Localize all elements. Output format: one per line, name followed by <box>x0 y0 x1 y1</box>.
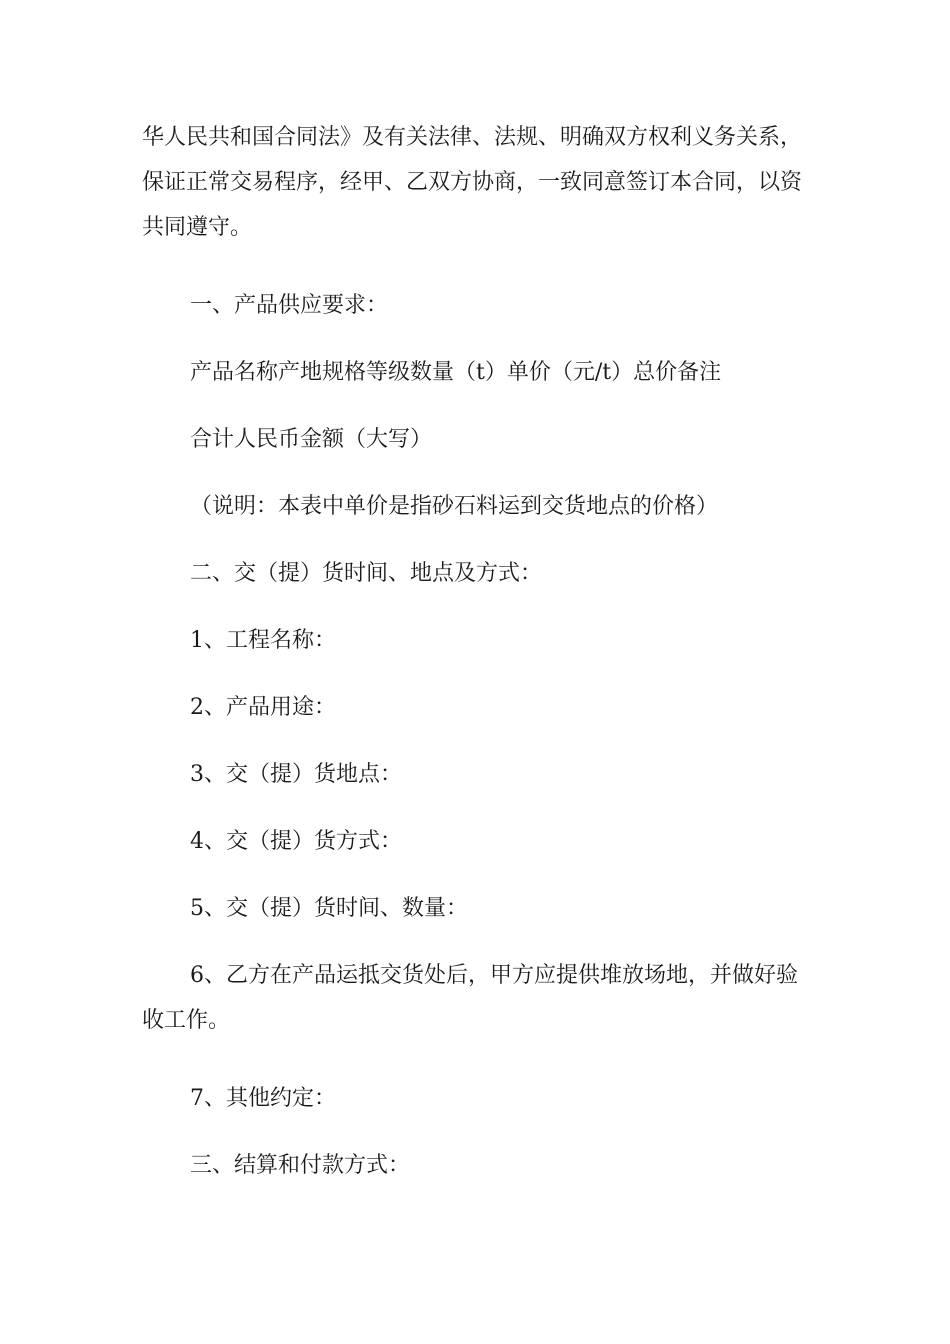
paragraph-table-columns: 产品名称产地规格等级数量（t）单价（元/t）总价备注 <box>190 360 722 385</box>
paragraph-total-amount: 合计人民币金额（大写） <box>190 427 433 452</box>
paragraph-contract-basis: 华人民共和国合同法》及有关法律、法规、明确双方权利义务关系，保证正常交易程序，经甲、乙双方协商，一致同意签订本合同，以资共同遵守。 <box>142 125 803 240</box>
item-delivery-time-quantity: 5、交（提）货时间、数量： <box>190 896 468 921</box>
item-project-name: 1、工程名称： <box>190 628 336 653</box>
paragraph-price-note: （说明：本表中单价是指砂石料运到交货地点的价格） <box>190 494 719 519</box>
item-product-use: 2、产品用途： <box>190 695 336 720</box>
item-acceptance: 6、乙方在产品运抵交货处后，甲方应提供堆放场地，并做好验收工作。 <box>142 963 798 1033</box>
item-delivery-method: 4、交（提）货方式： <box>190 829 402 854</box>
item-delivery-location: 3、交（提）货地点： <box>190 762 402 787</box>
heading-product-supply: 一、产品供应要求： <box>190 293 389 318</box>
item-other-agreements: 7、其他约定： <box>190 1086 336 1111</box>
heading-settlement-payment: 三、结算和付款方式： <box>190 1153 411 1178</box>
heading-delivery: 二、交（提）货时间、地点及方式： <box>190 561 543 586</box>
